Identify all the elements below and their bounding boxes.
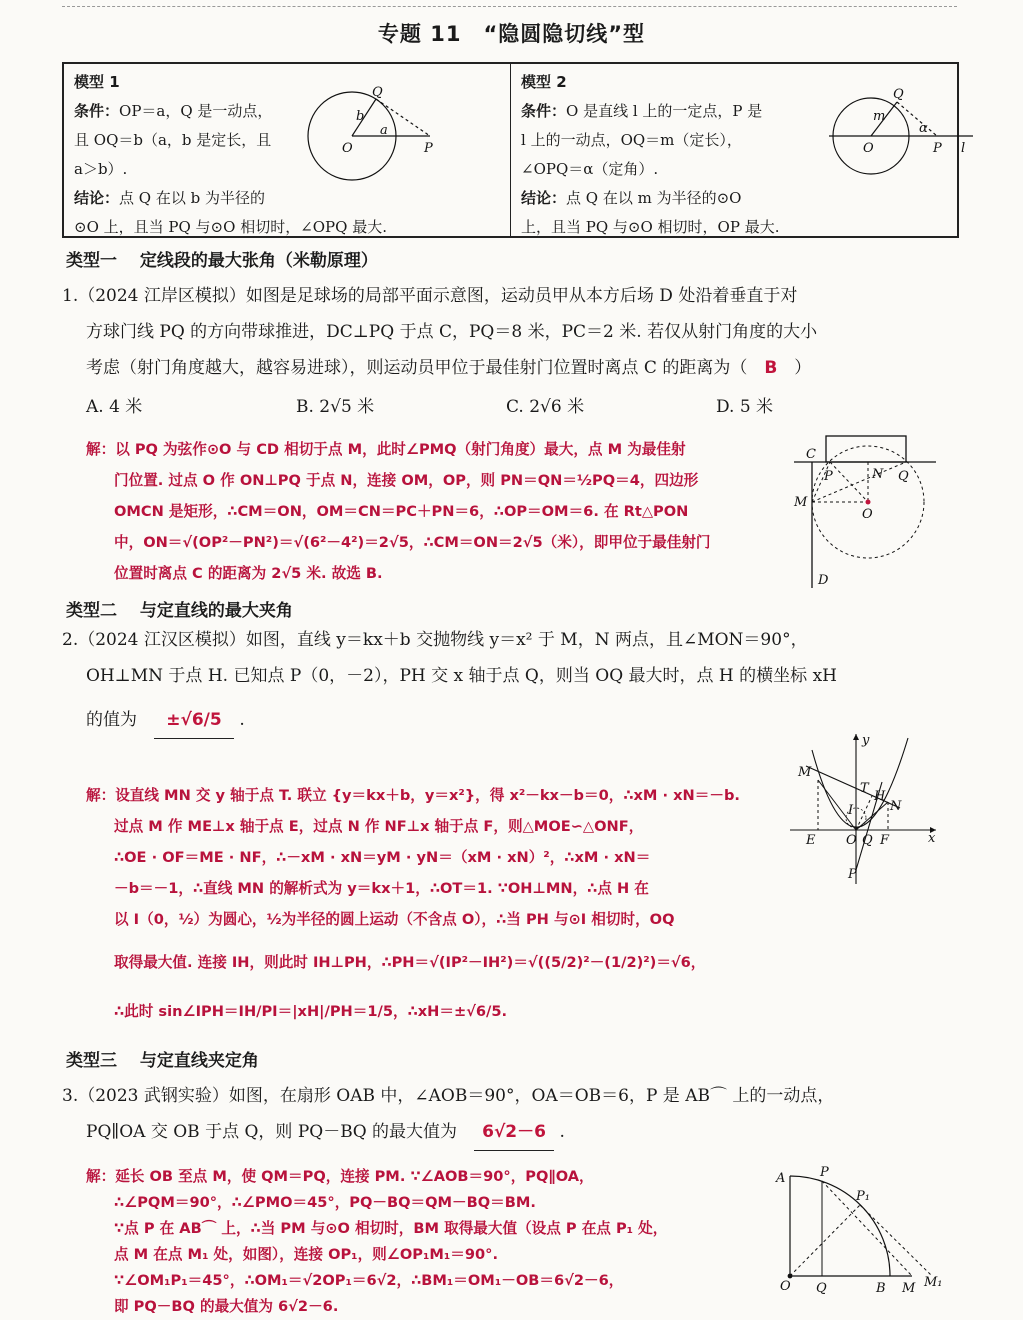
option-a: A. 4 米 [86, 397, 143, 417]
solution-3-line-1: 解：延长 OB 至点 M，使 QM＝PQ，连接 PM. ∵∠AOB＝90°，PQ∥OA， [86, 1168, 594, 1185]
solution-1-line-2: 门位置. 过点 O 作 ON⊥PQ 于点 N，连接 OM，OP，则 PN＝QN＝½PQ＝4，四边形 [114, 472, 699, 489]
svg-text:C: C [806, 447, 816, 462]
model-1-conclusion-1: 结论：点 Q 在以 b 为半径的 [74, 189, 265, 207]
svg-text:a: a [380, 123, 388, 138]
option-c: C. 2√6 米 [506, 397, 585, 417]
type-3-heading: 类型三 与定直线夹定角 [66, 1051, 259, 1071]
svg-text:P: P [933, 141, 942, 156]
model-1-condition-3: a＞b）. [74, 160, 128, 178]
solution-1 [86, 434, 786, 589]
model-1-figure [304, 80, 444, 190]
solution-2-line-1: 解：设直线 MN 交 y 轴于点 T. 联立 {y＝kx＋b，y＝x²}，得 x²－kx－b＝0，∴xM · xN＝－b. [86, 787, 740, 804]
type-2-heading: 类型二 与定直线的最大夹角 [66, 601, 293, 621]
question-2-line-3: 的值为 ±√6/5 . [62, 702, 952, 739]
svg-text:N: N [872, 467, 884, 482]
svg-text:P₁: P₁ [856, 1189, 870, 1204]
model-2-panel [510, 64, 966, 236]
svg-text:T: T [860, 781, 869, 796]
solution-2-line-4: －b＝－1，∴直线 MN 的解析式为 y＝kx＋1，∴OT＝1. ∵OH⊥MN，∴点 H 在 [114, 880, 649, 897]
svg-text:I: I [848, 803, 854, 818]
svg-text:Q: Q [372, 85, 383, 100]
solution-2-line-2: 过点 M 作 ME⊥x 轴于点 E，过点 N 作 NF⊥x 轴于点 F，则△MOE∽△ONF， [114, 818, 644, 835]
option-d: D. 5 米 [716, 397, 774, 417]
svg-text:l: l [961, 141, 966, 156]
model-1-condition-2: 且 OQ＝b（a，b 是定长，且 [74, 131, 272, 149]
model-2-condition-2: l 上的一动点，OQ＝m（定长）， [521, 131, 742, 149]
svg-text:B: B [876, 1281, 886, 1296]
solution-3-line-4: 点 M 在点 M₁ 处，如图），连接 OP₁，则∠OP₁M₁＝90°. [114, 1246, 498, 1263]
svg-text:m: m [873, 109, 886, 124]
model-2-name: 模型 2 [521, 73, 567, 91]
svg-text:α: α [919, 121, 928, 136]
svg-text:F: F [880, 833, 890, 848]
model-1-name: 模型 1 [74, 73, 120, 91]
question-1 [62, 278, 952, 386]
svg-text:M: M [902, 1281, 916, 1296]
question-1-line-3: 考虑（射门角度越大，越容易进球），则运动员甲位于最佳射门位置时离点 C 的距离为（ B ） [86, 358, 812, 378]
question-1-line-2: 方球门线 PQ 的方向带球推进，DC⊥PQ 于点 C，PQ＝8 米，PC＝2 米. 若仅从射门角度的大小 [86, 322, 818, 342]
solution-2 [86, 780, 766, 1027]
svg-text:P: P [820, 1165, 829, 1180]
page-title: 专题 11 “隐圆隐切线”型 [377, 22, 646, 46]
top-dashed-rule [62, 6, 957, 7]
svg-text:D: D [818, 573, 829, 588]
svg-text:Q: Q [893, 87, 904, 102]
svg-text:N: N [890, 799, 902, 814]
svg-text:O: O [862, 507, 873, 522]
question-3-line-1: 3.（2023 武钢实验）如图，在扇形 OAB 中，∠AOB＝90°，OA＝OB＝6，P 是 AB⌒ 上的一动点， [62, 1086, 835, 1106]
question-1-answer: B [764, 358, 778, 378]
svg-text:E: E [806, 833, 816, 848]
solution-3-line-5: ∵∠OM₁P₁＝45°，∴OM₁＝√2OP₁＝6√2，∴BM₁＝OM₁－OB＝6√2－6， [114, 1272, 624, 1289]
model-1-conclusion-2: ⊙O 上，且当 PQ 与⊙O 相切时，∠OPQ 最大. [74, 218, 387, 236]
model-2-figure [829, 80, 975, 190]
question-1-options [86, 392, 926, 417]
type-1-heading: 类型一 定线段的最大张角（米勒原理） [66, 251, 378, 271]
svg-text:Q: Q [862, 833, 873, 848]
svg-text:O: O [780, 1279, 791, 1294]
svg-text:P: P [848, 867, 857, 882]
question-3 [62, 1078, 952, 1151]
solution-1-line-3: OMCN 是矩形，∴CM＝ON，OM＝CN＝PC＋PN＝6，∴OP＝OM＝6. 在 Rt△PON [114, 503, 689, 520]
model-2-condition-3: ∠OPQ＝α（定角）. [521, 160, 659, 178]
svg-text:Q: Q [816, 1281, 827, 1296]
svg-text:A: A [776, 1171, 786, 1186]
question-2 [62, 622, 952, 739]
svg-text:O: O [846, 833, 857, 848]
svg-text:b: b [356, 109, 365, 124]
question-3-line-2: PQ∥OA 交 OB 于点 Q，则 PQ－BQ 的最大值为 6√2－6 . [62, 1114, 952, 1151]
model-2-condition-1: 条件：O 是直线 l 上的一定点，P 是 [521, 102, 763, 120]
question-2-answer: ±√6/5 [166, 710, 222, 730]
solution-1-line-5: 位置时离点 C 的距离为 2√5 米. 故选 B. [114, 565, 383, 582]
solution-1-line-4: 中，ON＝√(OP²－PN²)＝√(6²－4²)＝2√5，∴CM＝ON＝2√5（米），即甲位于最佳射门 [114, 534, 711, 551]
svg-text:P: P [424, 141, 433, 156]
models-box [62, 62, 966, 238]
model-2-conclusion-1: 结论：点 Q 在以 m 为半径的⊙O [521, 189, 742, 207]
svg-text:H: H [874, 789, 886, 804]
solution-2-line-6: 取得最大值. 连接 IH，则此时 IH⊥PH，∴PH＝√(IP²－IH²)＝√((5/2)²－(1/2)²)＝√6， [114, 954, 706, 971]
solution-1-line-1: 解：以 PQ 为弦作⊙O 与 CD 相切于点 M，此时∠PMQ（射门角度）最大，点 M 为最佳射 [86, 441, 686, 458]
model-1-panel [64, 64, 510, 236]
svg-text:P: P [824, 469, 833, 484]
solution-3-line-2: ∴∠PQM＝90°，∴∠PMO＝45°，PQ－BQ＝QM－BQ＝BM. [114, 1194, 536, 1211]
solution-3-line-6: 即 PQ－BQ 的最大值为 6√2－6. [114, 1298, 339, 1315]
solution-3 [86, 1164, 766, 1320]
solution-2-line-3: ∴OE · OF＝ME · NF，∴－xM · xN＝yM · yN＝（xM · xN）²，∴xM · xN＝ [114, 849, 651, 866]
solution-2-line-5: 以 I（0，½）为圆心，½为半径的圆上运动（不含点 O），∴当 PH 与⊙I 相切时，OQ [114, 911, 675, 928]
model-1-condition-1: 条件：OP＝a，Q 是一动点， [74, 102, 273, 120]
question-2-line-1: 2.（2024 江汉区模拟）如图，直线 y＝kx＋b 交抛物线 y＝x² 于 M，N 两点，且∠MON＝90°， [62, 630, 808, 650]
question-2-line-2: OH⊥MN 于点 H. 已知点 P（0，－2），PH 交 x 轴于点 Q，则当 OQ 最大时，点 H 的横坐标 xH [86, 666, 837, 686]
svg-text:M: M [794, 495, 808, 510]
svg-text:x: x [928, 831, 936, 846]
parabola-figure [790, 730, 940, 886]
svg-text:y: y [862, 733, 870, 748]
svg-text:Q: Q [898, 469, 909, 484]
question-1-line-1: 1.（2024 江岸区模拟）如图是足球场的局部平面示意图，运动员甲从本方后场 D 处沿着垂直于对 [62, 286, 798, 306]
solution-2-line-7: ∴此时 sin∠IPH＝IH/PI＝|xH|/PH＝1/5，∴xH＝±√6/5. [114, 1003, 508, 1020]
svg-text:O: O [863, 141, 874, 156]
option-b: B. 2√5 米 [296, 397, 375, 417]
svg-text:M: M [798, 765, 812, 780]
model-2-conclusion-2: 上，且当 PQ 与⊙O 相切时，OP 最大. [521, 218, 780, 236]
solution-3-line-3: ∵点 P 在 AB⌒ 上，∴当 PM 与⊙O 相切时，BM 取得最大值（设点 P 在点 P₁ 处， [114, 1220, 668, 1237]
svg-text:O: O [342, 141, 353, 156]
svg-text:M₁: M₁ [924, 1275, 943, 1290]
soccer-field-figure [790, 432, 940, 592]
question-3-answer: 6√2－6 [482, 1122, 546, 1142]
sector-figure [772, 1162, 948, 1296]
